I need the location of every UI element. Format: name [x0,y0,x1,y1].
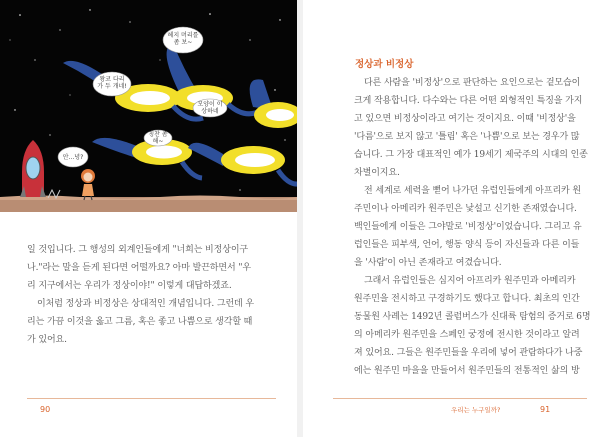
text-line: 고 있으면 비정상이라고 여기는 것이지요. 이때 '비정상'을 [354,114,576,124]
text-line: 에는 원주민 마을을 만들어서 원주민들의 전통적인 삶의 방 [354,366,580,376]
text-line: 이처럼 정상과 비정상은 상대적인 개념입니다. 그런데 우 [37,299,254,309]
text-line: 럽인들은 피부색, 언어, 행동 양식 등이 자신들과 다른 이들 [354,240,580,250]
text-line: 나."라는 말을 듣게 된다면 어떨까요? 아마 발끈하면서 "우 [27,263,251,273]
text-line: 그래서 유럽인들은 심지어 아프리카 원주민과 아메리카 [364,276,576,286]
text-line: 전 세계로 세력을 뻗어 나가던 유럽인들에게 아프리카 원 [364,186,581,196]
bubble-text-3: 모양이 이상하네 [197,101,223,115]
right-page [303,0,600,437]
bubble-text-1: 왕코 다리가 두 개네! [97,76,127,90]
svg-text:안...녕?: 안...녕? [62,154,84,161]
text-line: 져 있어요. 그들은 원주민들을 우리에 넣어 관람하다가 나중 [354,348,583,358]
space-illustration [0,0,297,212]
right-page-body [354,74,591,380]
left-page-number: 90 [40,405,51,414]
text-line: 습니다. 그 가장 대표적인 예가 19세기 제국주의 시대의 인종 [354,150,588,160]
left-page [0,0,297,437]
bubble-text-4: 칭찬 좀 해~ [148,131,168,145]
text-line: 백인들에게 이들은 그야말로 '비정상'이었습니다. 그리고 유 [354,222,582,232]
text-line: 리는 가끔 이것을 옳고 그름, 혹은 좋고 나쁨으로 생각할 때 [27,317,253,327]
rocket [20,140,60,198]
right-footer-rule [333,398,587,399]
text-line: 원주민을 전시하고 구경하기도 했다고 합니다. 최초의 인간 [354,294,580,304]
alien-creatures [63,43,297,184]
girl-figure [81,169,95,200]
bubble-text-2: 헤지 머리를 좀 보~ [167,32,199,46]
text-line: 가 있어요. [27,335,67,345]
text-line: 크게 작용합니다. 다수와는 다른 어떤 외형적인 특징을 가지 [354,96,583,106]
text-line: 주민이나 아메리카 원주민은 낯설고 신기한 존재였습니다. [354,204,577,214]
left-footer-rule [27,398,276,399]
space-scene [0,0,297,212]
section-heading: 정상과 비정상 [355,59,414,70]
text-line: 동물원 사례는 1492년 콜럼버스가 신대륙 탐험의 증거로 6명 [354,312,591,322]
left-page-body [27,241,277,349]
text-line: '다름'으로 보지 않고 '틀림' 혹은 '나쁨'으로 보는 경우가 많 [354,132,580,142]
text-line: 을 '사람'이 아닌 존재라고 여겼습니다. [354,258,502,268]
text-line: 일 것입니다. 그 행성의 외계인들에게 "너희는 비정상이구 [27,245,249,255]
text-line: 다른 사람을 '비정상'으로 판단하는 요인으로는 겉모습이 [364,78,581,88]
text-line: 리 지구에서는 우리가 정상이야!" 이렇게 대답하겠죠. [27,281,232,291]
running-title: 우리는 누구일까? [451,406,501,414]
text-line: 의 아메리카 원주민을 스페인 궁정에 전시한 것이라고 알려 [354,330,580,340]
right-page-number: 91 [540,405,551,414]
text-line: 차별이지요. [354,168,400,178]
